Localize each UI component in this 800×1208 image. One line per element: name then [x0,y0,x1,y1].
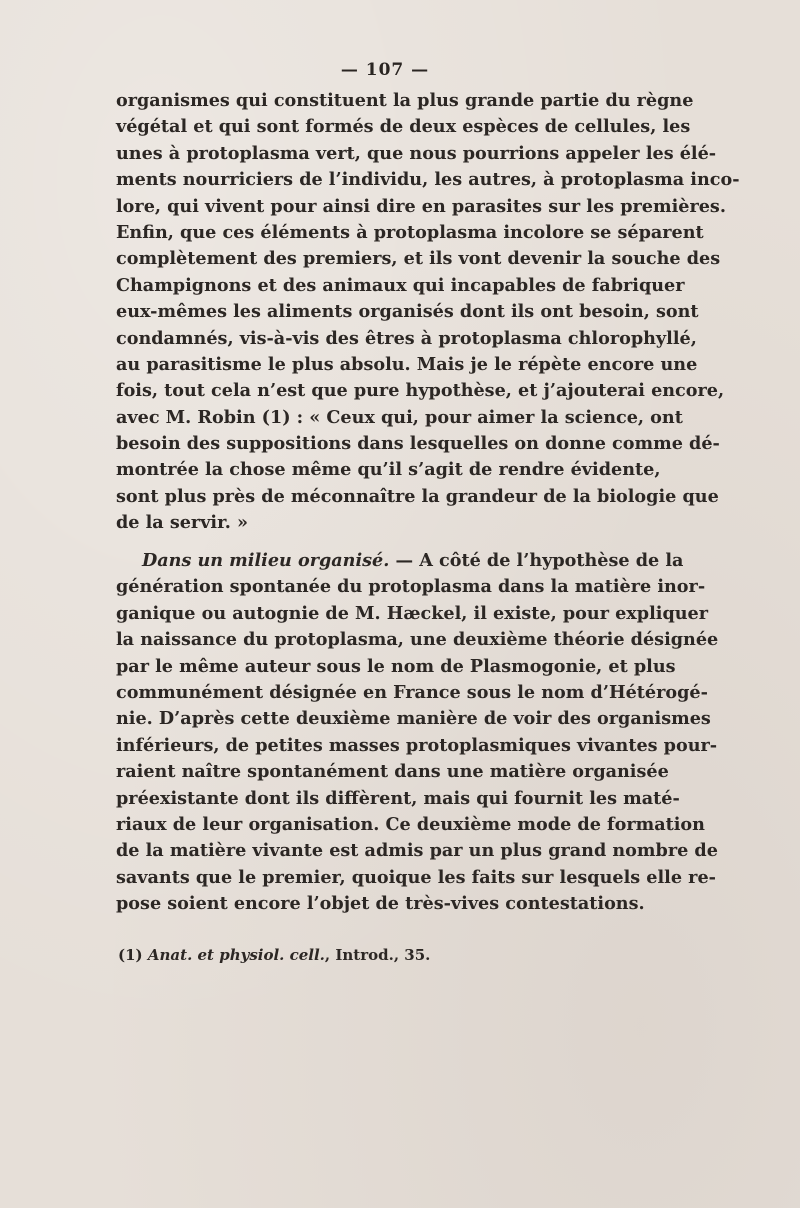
text-line: besoin des suppositions dans lesquelles on donne comme dé- [116,433,720,455]
section-heading-line [116,548,684,574]
text-line: ments nourriciers de l’individu, les autres, à protoplasma inco- [116,169,740,191]
text-line: sont plus près de méconnaître la grandeur de la biologie que [116,485,719,507]
text-line: savants que le premier, quoique les faits sur lesquels elle re- [116,866,716,888]
text-line: fois, tout cela n’est que pure hypothèse, et j’ajouterai encore, [116,380,725,402]
text-line: la naissance du protoplasma, une deuxième théorie désignée [116,629,719,651]
footnote-source: Anat. et physiol. cell. [147,946,325,964]
text-line: préexistante dont ils diffèrent, mais qui fournit les maté- [116,787,680,809]
text-line: par le même auteur sous le nom de Plasmogonie, et plus [116,655,676,677]
text-line: pose soient encore l’objet de très-vives contestations. [116,893,645,915]
footnote [118,946,638,964]
text-line: de la servir. » [116,512,249,534]
text-line: lore, qui vivent pour ainsi dire en parasites sur les premières. [116,195,726,217]
heading-continuation: — A côté de l’hypothèse de la [389,550,684,571]
text-line: au parasitisme le plus absolu. Mais je le répète encore une [116,353,698,375]
text-line: organismes qui constituent la plus grande partie du règne [116,90,694,111]
text-line: condamnés, vis-à-vis des êtres à protoplasma chlorophyllé, [116,327,697,349]
text-line: nie. D’après cette deuxième manière de voir des organismes [116,708,711,730]
text-line: raient naître spontanément dans une matière organisée [116,761,669,783]
text-line: eux-mêmes les aliments organisés dont ils ont besoin, sont [116,301,699,323]
text-line: inférieurs, de petites masses protoplasmiques vivantes pour- [116,734,718,756]
text-line: complètement des premiers, et ils vont devenir la souche des [116,248,721,270]
text-line: ganique ou autognie de M. Hæckel, il existe, pour expliquer [116,602,709,624]
page-number: — 107 — [340,60,430,80]
text-line: Enfin, que ces éléments à protoplasma incolore se séparent [116,221,704,243]
paragraph-2 [116,548,719,917]
text-line: de la matière vivante est admis par un plus grand nombre de [116,840,718,862]
footnote-reference: , Introd., 35. [324,946,431,964]
section-heading: Dans un milieu organisé. [142,550,390,571]
footnote-marker: (1) [118,946,143,964]
text-line: riaux de leur organisation. Ce deuxième mode de formation [116,813,705,835]
text-line: montrée la chose même qu’il s’agit de rendre évidente, [116,459,661,481]
text-line: génération spontanée du protoplasma dans la matière inor- [116,576,706,598]
text-line: végétal et qui sont formés de deux espèces de cellules, les [116,116,691,138]
text-line: Champignons et des animaux qui incapables de fabriquer [116,274,685,296]
text-line: communément désignée en France sous le nom d’Hétérogé- [116,681,708,703]
text-line: unes à protoplasma vert, que nous pourrions appeler les élé- [116,142,717,164]
text-line: avec M. Robin (1) : « Ceux qui, pour aimer la science, ont [116,406,683,428]
paragraph-1 [116,88,740,537]
